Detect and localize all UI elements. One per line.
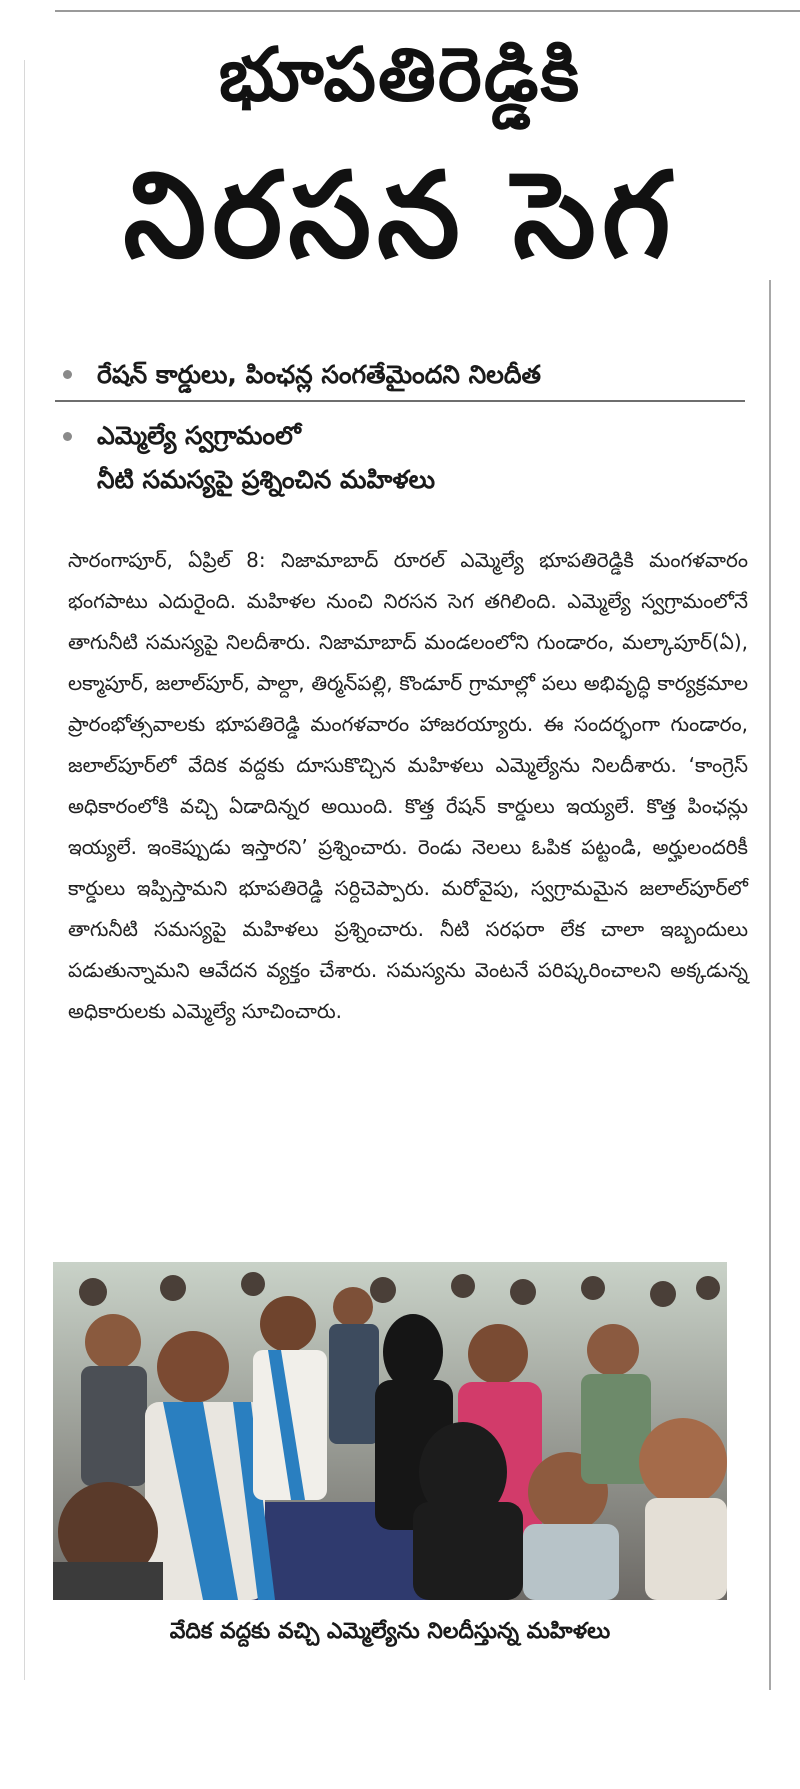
top-rule — [55, 10, 800, 12]
right-column-rule — [769, 280, 771, 1690]
person-left-young-man — [81, 1314, 147, 1486]
bullet-dot-icon — [63, 370, 72, 379]
left-column-rule — [24, 60, 25, 1680]
subheadline-bullet — [55, 352, 745, 402]
bullet-text-line: నీటి సమస్యపై ప్రశ్నించిన మహిళలు — [97, 465, 436, 494]
headline-line-1: భూపతిరెడ్డికి — [218, 32, 582, 118]
article-body: సారంగాపూర్‌, ఏప్రిల్‌ 8: నిజామాబాద్‌ రూరల్‌ ఎమ్మెల్యే భూపతిరెడ్డికి మంగళవారం భంగపాటు ఎదురైంది. మహిళల నుంచి నిరసన సెగ తగిలింది. ఎమ్మెల్యే స్వగ్రామంలోనే తాగునీటి సమస్యపై నిలదీశారు. నిజామాబాద్‌ మండలంలోని గుండారం, మల్కాపూర్‌(ఏ), లక్మాపూర్‌, జలాల్‌పూర్‌, పాల్దా, తిర్మన్‌పల్లి, కొండూర్‌ గ్రామాల్లో పలు అభివృద్ధి కార్యక్రమాల ప్రారంభోత్సవాలకు భూపతిరెడ్డి మంగళవారం హాజరయ్యారు. ఈ సందర్భంగా గుండారం, జలాల్‌పూర్‌లో వేదిక వద్దకు దూసుకొచ్చిన మహిళలు ఎమ్మెల్యేను నిలదీశారు. ‘కాంగ్రెస్‌ అధికారంలోకి వచ్చి ఏడాదిన్నర అయింది. కొత్త రేషన్‌ కార్డులు ఇయ్యలే. కొత్త పింఛన్లు ఇయ్యలే. ఇంకెప్పుడు ఇస్తారని’ ప్రశ్నించారు. రెండు నెలలు ఓపిక పట్టండి, అర్హులందరికీ కార్డులు ఇప్పిస్తామని భూపతిరెడ్డి సర్దిచెప్పారు. మరోవైపు, స్వగ్రామమైన జలాల్‌పూర్‌లో తాగునీటి సమస్యపై మహిళలు ప్రశ్నించారు. నీటి సరఫరా లేక చాలా ఇబ్బందులు పడుతున్నామని ఆవేదన వ్యక్తం చేశారు. సమస్యను వెంటనే పరిష్కరించాలని అక్కడున్న అధికారులకు ఎమ్మెల్యే సూచించారు. — [68, 548, 748, 1023]
bullet-text-line: ఎమ్మెల్యే స్వగ్రామంలో — [97, 421, 301, 450]
news-photo-illustration — [53, 1262, 727, 1600]
subheadline-bullet — [55, 414, 745, 502]
headline — [50, 20, 750, 300]
person-policeman — [329, 1287, 379, 1444]
headline-line-2: నిరసన సెగ — [123, 146, 677, 284]
person-right-foreground-man — [639, 1418, 727, 1600]
photo-caption: వేదిక వద్దకు వచ్చి ఎమ్మెల్యేను నిలదీస్తున్న మహిళలు — [169, 1619, 611, 1644]
bullet-text: రేషన్‌ కార్డులు, పింఛన్ల సంగతేమైందని నిలదీత — [97, 360, 541, 389]
news-photo — [53, 1262, 727, 1600]
bullet-dot-icon — [63, 432, 72, 441]
subheadline-bullets — [55, 352, 745, 502]
